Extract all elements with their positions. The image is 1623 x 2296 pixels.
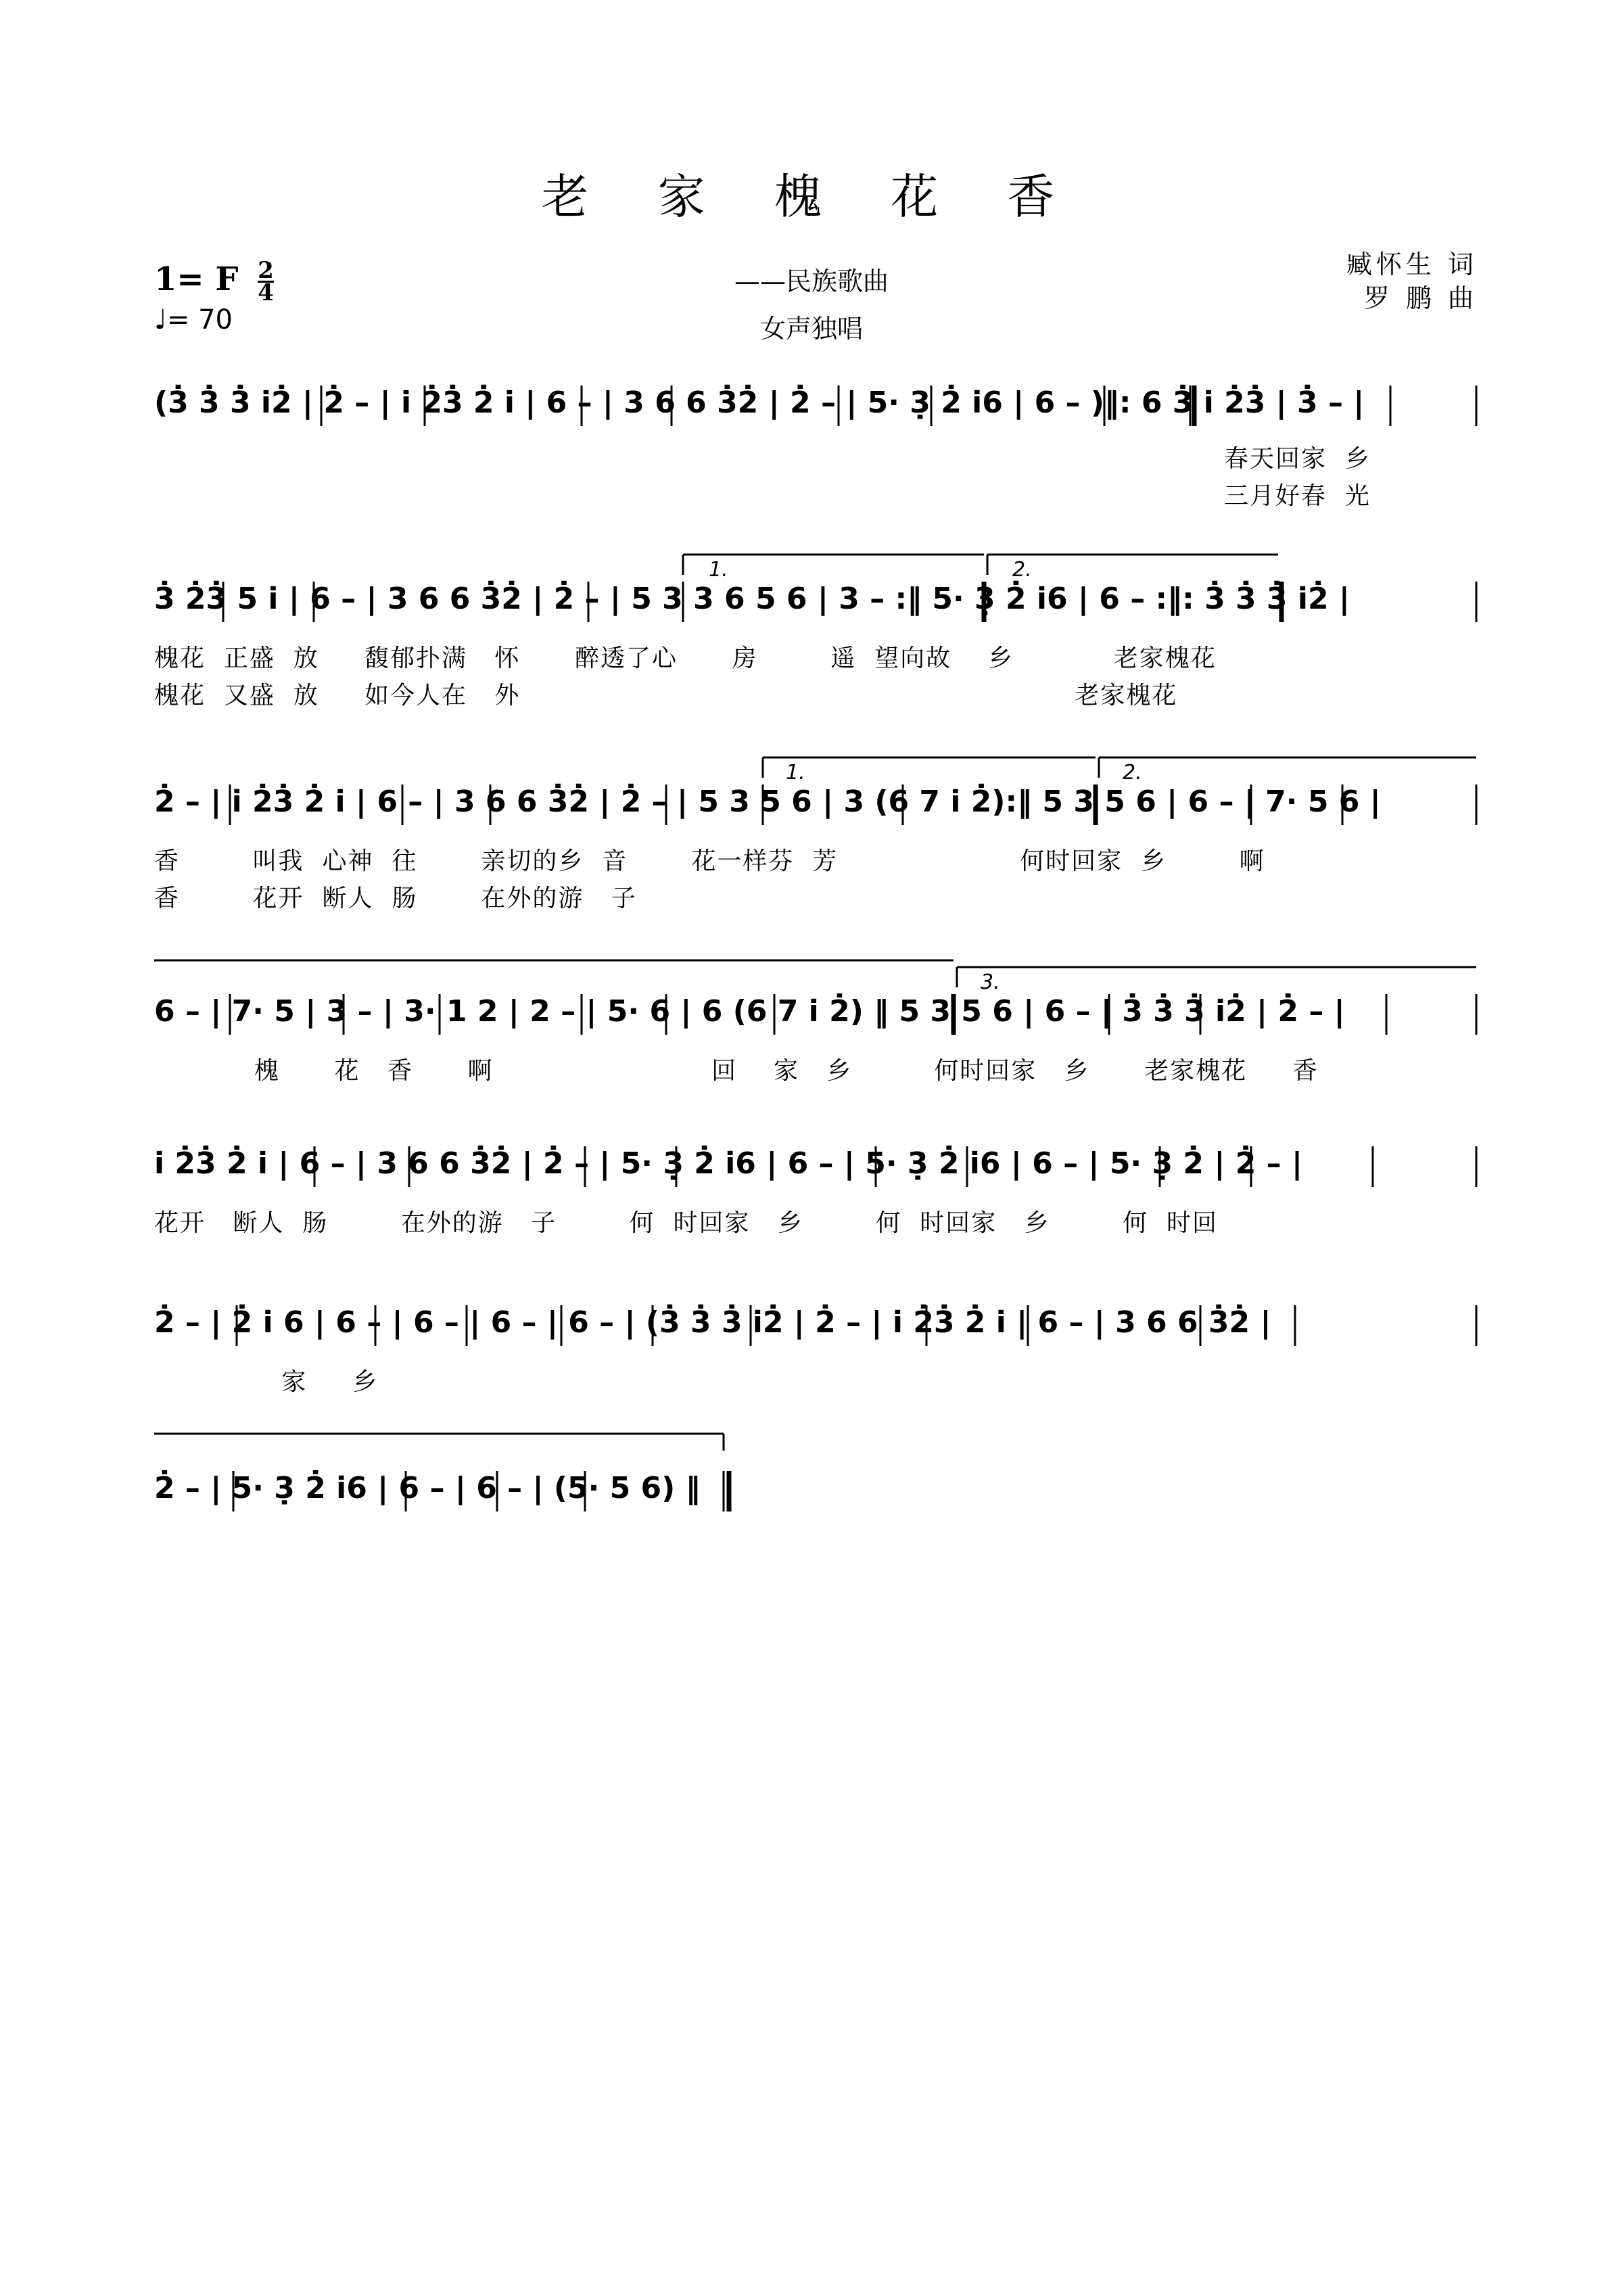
time-sig-top: 2 [258,257,274,284]
notation-line-2: 3̇ 2̇3̇ 5 i̇ | 6 – | 3 6 6 3̇2̇ | 2̇ – | 5 3 3 6 5 6 | 3 – :‖ 5· 3̣ 2̇ i̇6 | 6 – :‖: 3̇ 3̇ 3̇ i̇2̇ | [154,582,1350,616]
notation-line-7: 2̇ – | 5· 3̣ 2̇ i̇6 | 6 – | 6 – | (5· 5 6) ‖ [154,1471,701,1505]
notation-line-1: (3̇ 3̇ 3̇ i̇2̇ | 2̇ – | i̇ 2̇3̇ 2̇ i̇ | 6 – | 3 6 6 3̇2̇ | 2̇ – | 5· 3̣ 2̇ i̇6 | 6 – )‖: 6 3̇ i̇ 2̇3̇ | 3̇ – | [154,385,1365,420]
score-line-1 [0,385,1623,521]
composer-credit: 罗 鹏 曲 [1363,283,1478,313]
lyric-verse1-line-2: 槐花 正盛 放 馥郁扑满 怀 醉透了心 房 遥 望向故 乡 老家槐花 [154,645,1217,672]
tempo-marking: ♩= 70 [154,304,233,335]
song-title: 老 家 槐 花 香 [541,169,1082,225]
lyric-verse2-line-1: 三月好春 光 [1224,482,1371,510]
lyric-verse1-line-5: 花开 断人 肠 在外的游 子 何 时回家 乡 何 时回家 乡 何 时回 [154,1209,1219,1237]
score-line-5 [0,1146,1623,1241]
performance-label: 女声独唱 [759,314,863,344]
score-line-6 [0,1305,1623,1400]
volta-2-label: 2. [1012,558,1032,582]
score-line-3 [0,761,1623,920]
notation-line-6: 2̇ – | 2̇ i̇ 6 | 6 – | 6 – | 6 – | 6 – | (3̇ 3̇ 3̇ i̇2̇ | 2̇ – | i̇ 2̇3̇ 2̇ i̇ | 6 – | 3 6 6 3̇2̇ | [154,1305,1271,1340]
lyric-verse1-line-4: 槐 花 香 啊 回 家 乡 何时回家 乡 老家槐花 香 [154,1057,1319,1085]
notation-line-4: 6 – | 7· 5 | 3 – | 3· 1 2 | 2 – | 5· 6 | 6 (6 7 i̇ 2̇) ‖ 5 3 5 6 | 6 – | 3̇ 3̇ 3̇ i̇2̇ | 2̇ – | [154,994,1345,1029]
score-line-4 [0,970,1623,1102]
lyric-verse1-line-6: 家 乡 [154,1368,379,1396]
volta-2-label-b: 2. [1123,761,1142,784]
lyric-verse1-line-1: 春天回家 乡 [1224,445,1371,473]
notation-line-5: i̇ 2̇3̇ 2̇ i̇ | 6 – | 3 6 6 3̇2̇ | 2̇ – | 5· 3̣ 2̇ i̇6 | 6 – | 5· 3̣ 2̇ i̇6 | 6 – | 5· 3̣ 2̇ | 2̇ – | [154,1146,1303,1181]
lyricist-credit: 臧怀生 词 [1346,250,1478,279]
lyric-verse2-line-3: 香 花开 断人 肠 在外的游 子 [154,885,637,912]
key-label: 1= F [154,260,239,298]
genre-label: ——民族歌曲 [734,266,889,296]
volta-3-label: 3. [981,970,1000,994]
volta-1-label-b: 1. [786,761,805,784]
score-line-2 [0,558,1623,717]
volta-1-label: 1. [709,558,728,582]
time-sig-bottom: 4 [258,279,274,306]
lyric-verse1-line-3: 香 叫我 心神 往 亲切的乡 音 花一样芬 芳 何时回家 乡 啊 [154,847,1265,875]
lyric-verse2-line-2: 槐花 又盛 放 如今人在 外 老家槐花 [154,682,1178,709]
notation-line-3: 2̇ – | i̇ 2̇3̇ 2̇ i̇ | 6 – | 3 6 6 3̇2̇ | 2̇ – | 5 3 5 6 | 3 (6 7 i̇ 2̇):‖ 5 3 5 6 | 6 – | 7· 5 6 | [154,784,1381,819]
score-line-7 [0,1471,1623,1539]
